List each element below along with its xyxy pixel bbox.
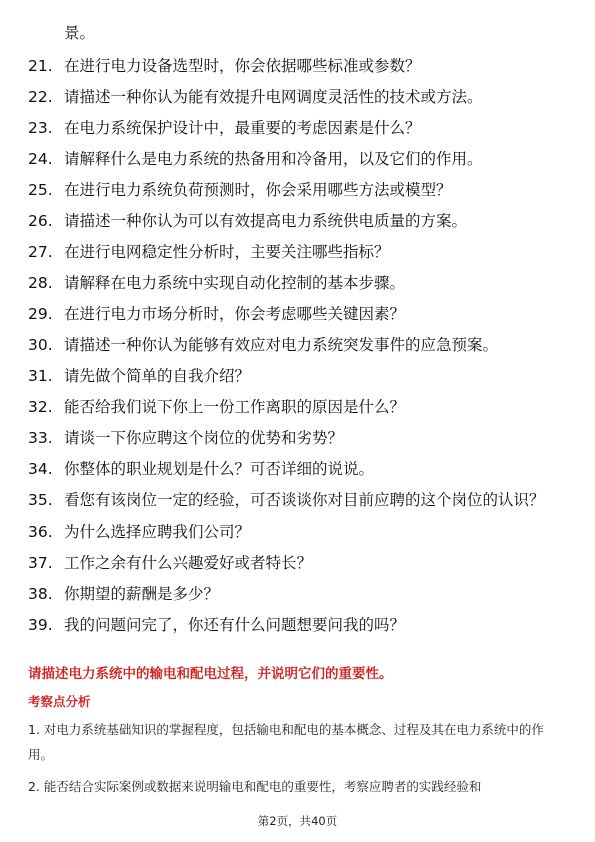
- analysis-point: 1. 对电力系统基础知识的掌握程度，包括输电和配电的基本概念、过程及其在电力系统中的作用。: [28, 722, 544, 762]
- question-text: 请描述一种你认为能够有效应对电力系统突发事件的应急预案。: [64, 336, 499, 354]
- list-item: [28, 55, 568, 77]
- list-item: [28, 365, 568, 387]
- question-text: 在电力系统保护设计中，最重要的考虑因素是什么？: [64, 119, 421, 137]
- question-number: 31.: [28, 367, 53, 385]
- question-text: 请谈一下你应聘这个岗位的优势和劣势？: [64, 429, 344, 447]
- question-number: 33.: [28, 429, 53, 447]
- question-number: 24.: [28, 150, 53, 168]
- question-text: 请描述一种你认为能有效提升电网调度灵活性的技术或方法。: [64, 88, 483, 106]
- question-number: 22.: [28, 88, 53, 106]
- list-item: [28, 614, 568, 636]
- list-item: [28, 427, 568, 449]
- question-text: 能否给我们说下你上一份工作离职的原因是什么？: [64, 398, 406, 416]
- list-item: [28, 521, 568, 543]
- question-text: 你整体的职业规划是什么？可否详细的说说。: [64, 460, 375, 478]
- question-number: 21.: [28, 57, 53, 75]
- list-item: [28, 458, 568, 480]
- section-title: 考察点分析: [28, 694, 91, 709]
- question-number: 39.: [28, 616, 53, 634]
- question-number: 29.: [28, 305, 53, 323]
- question-number: 32.: [28, 398, 53, 416]
- list-item: [28, 489, 568, 511]
- question-number: 27.: [28, 243, 53, 261]
- analysis-point: 2. 能否结合实际案例或数据来说明输电和配电的重要性，考察应聘者的实践经验和: [28, 779, 482, 794]
- question-text: 在进行电力设备选型时，你会依据哪些标准或参数？: [64, 57, 421, 75]
- question-text: 为什么选择应聘我们公司？: [64, 523, 251, 541]
- carryover-text: 景。: [64, 24, 96, 42]
- list-item: [28, 334, 568, 356]
- question-number: 35.: [28, 491, 53, 509]
- list-item: [28, 303, 568, 325]
- question-number: 26.: [28, 212, 53, 230]
- question-number: 23.: [28, 119, 53, 137]
- list-item: [28, 148, 568, 170]
- list-item: [28, 179, 568, 201]
- question-text: 看您有该岗位一定的经验，可否谈谈你对目前应聘的这个岗位的认识？: [64, 491, 545, 509]
- list-item: [28, 552, 568, 574]
- question-number: 38.: [28, 585, 53, 603]
- list-item: [28, 210, 568, 232]
- list-item: [28, 86, 568, 108]
- question-list: [28, 55, 568, 645]
- question-text: 我的问题问完了，你还有什么问题想要问我的吗？: [64, 616, 406, 634]
- list-item: [28, 583, 568, 605]
- question-text: 在进行电力市场分析时，你会考虑哪些关键因素？: [64, 305, 406, 323]
- question-number: 34.: [28, 460, 53, 478]
- question-number: 25.: [28, 181, 53, 199]
- highlight-question: 请描述电力系统中的输电和配电过程，并说明它们的重要性。: [28, 666, 393, 682]
- page-footer: 第2页，共40页: [257, 814, 338, 828]
- question-number: 30.: [28, 336, 53, 354]
- question-number: 36.: [28, 523, 53, 541]
- question-text: 请解释在电力系统中实现自动化控制的基本步骤。: [64, 274, 406, 292]
- question-number: 28.: [28, 274, 53, 292]
- question-number: 37.: [28, 554, 53, 572]
- question-text: 你期望的薪酬是多少？: [64, 585, 220, 603]
- question-text: 请解释什么是电力系统的热备用和冷备用，以及它们的作用。: [64, 150, 483, 168]
- list-item: [28, 241, 568, 263]
- list-item: [28, 272, 568, 294]
- question-text: 工作之余有什么兴趣爱好或者特长？: [64, 554, 313, 572]
- list-item: [28, 396, 568, 418]
- question-text: 在进行电力系统负荷预测时，你会采用哪些方法或模型？: [64, 181, 452, 199]
- question-text: 请描述一种你认为可以有效提高电力系统供电质量的方案。: [64, 212, 468, 230]
- question-text: 在进行电网稳定性分析时，主要关注哪些指标？: [64, 243, 390, 261]
- question-text: 请先做个简单的自我介绍？: [64, 367, 251, 385]
- list-item: [28, 117, 568, 139]
